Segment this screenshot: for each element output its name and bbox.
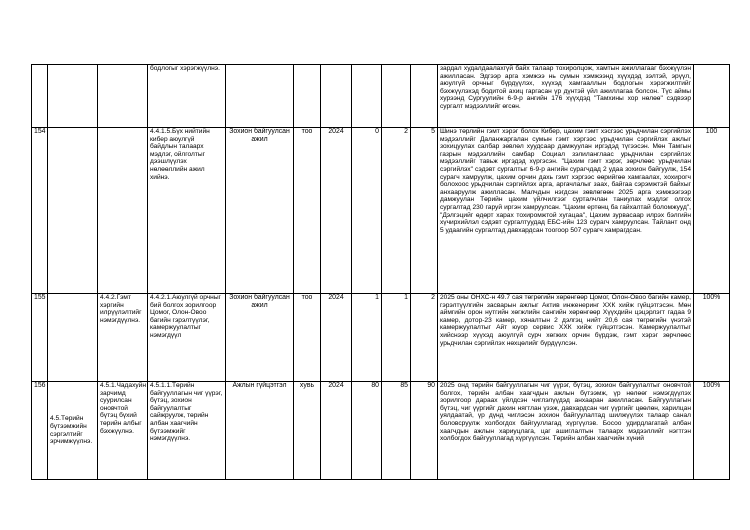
report-text: зардал худалдаалахгүй байх талаар тохиролцож, хамтын ажиллагааг бэхжүүлэн ажилласан. Эдгээр арга хэмжээ нь сумын хэмжээнд хүүхдэд зэлтэй, эрүүл, аюулгүй орчныг бүрдүүлэх, хүүхэд хамгааллын бодлогын хэрэгжилтийг бэхжүүлэхэд бодитой ахиц гаргасан үр дүнтэй үйл ажиллагаа болсон. Түс аймы хурээнд Сургуулийн 6-9-р ангийн 176 хүүхдэд "Тамхины хор нөлөө" сэдвээр сургалт мэдээллийг өгсөн. [438,65,694,128]
score-cell: 100% [694,382,730,480]
action-cell: 4.4.2.1.Аюулгүй орчныг бий болгох зорилгоор Цомог, Олон-Овоо багийн гэрэлтүүлэг, камержуулалтыг нэмэгдүүл [148,294,226,382]
objective-cell [48,128,98,294]
report-text: 2025 оны ОНХС-н 49.7 сая төгрөгийн хөрөнгөөр Цомог, Олон-Овоо багийн камер, гэрэлтүүлгийн засварын ажлыг Актив инженеринг ХХК хийж гүйцэтгэсэн. Мөн аймгийн орон нутгийн хөгжлийн сангийн хөрөнгөөр Хүүхдийн цэцэрлэгт гадаа 9 камер, дотор-23 камер, хяналтын 2 дэлгэц нийт 20,6 сая төгрөгийн үнэтэй камержуулалтыг Айт юуор сервис ХХК хийж гүйцэтгэсэн. Камержуулалтыг хийснээр хүүхэд аюулгүй сурч хөгжих орчин бүрдэж, гэмт хэрэг зөрчлөөс урьдчилан сэргийлэх нөхцөлийг бүрдүүлсэн. [438,294,694,382]
achieved-cell [411,65,438,128]
score-cell: 100 [694,128,730,294]
table-row [32,294,730,382]
row-number: 156 [32,382,48,480]
year-cell: 2024 [321,294,352,382]
baseline-cell [352,65,382,128]
target-cell [382,65,411,128]
baseline-cell: 0 [352,128,382,294]
achieved-cell: 90 [411,382,438,480]
target-cell: 2 [382,128,411,294]
table-row [32,382,730,480]
report-table [31,64,730,480]
measure-cell: Ажлын гүйцэтгэл [226,382,294,480]
goal-cell: 4.4.2.Гэмт хэргийн илрүүлэлтийг нэмэгдүүлнэ. [98,294,148,382]
target-cell: 85 [382,382,411,480]
baseline-cell: 1 [352,294,382,382]
report-text: Шинэ төрлийн гэмт хэрэг болох Кибер, цахим гэмт хэсгээс урьдчилан сэргийлэх мэдээллийг Даланжаргалан сумын гэмт хэргээс урьдчилан сэргийлэх ажлыг зохицуулах салбар зөвлөл хуудсаар дамжуулан иргэдэд түгээсэн. Мөн Тамгын газрын мэдээллийн самбар Социал зэлиланглаас урьдчилан сэргийлэх мэдээллийг тавьж иргэдэд хүргэсэн. "Цахим гэмт хэрэг, зөрчлөөс урьдчилан сэргийлэх" сэдэвт сургалтыг 6-9-р ангийн сурагчдад 2 удаа зохион байгуулж, 154 сурагч хамруулж, цахим орчин дахь гэмт хэргээс өөрийгөө хамгаалах, хохирогч болохоос урьдчилан сэргийлэх арга, аргачлалыг заах, байгаа сэрэмжтэй байхыг анхааруулж ажилласан. Малчдын нэгдсэн зөвлөгөөн 2025 арга хэмжээгээр дамжуулан Төрийн цахим үйлчилгээг сурталчлан таниулах мэдлэг олгох сургалтад 230 гаруй иргэн хамруулсан. "Цахим ертөнц ба гайхалтай боломжууд", "Дэлгэцийг өдөрт харах тохиромжтой хугацаа", Цахим зурвасаар илрэх бэлгийн хүчирхийлэл сэдэвт сургалтуудад ЕБС-ийн 123 сурагч хамруулсан. Тайлант онд 5 удаагийн сургалтад давхардсан тоогоор 507 сурагч хамрагдсан. [438,128,694,294]
objective-cell [48,294,98,382]
unit-cell: тоо [294,294,321,382]
report-text: 2025 онд төрийн байгууллагын чиг үүрэг, бүтэц, зохион байгуулалтыг оновчтой болгох, төрийн албан хаагчдын ажлын бүтээмж, үр нөлөөг нэмэгдүүлэх зорилгоор дараах үйлдсэн чиглэлүүдэд анхааран ажилласан. Байгууллагын бүтэц, чиг үүргийг дахин нягтлан үзэж, давхардсан чиг үүргийг цөөлөн, харилцан уялдаатай, үр дүнд чиглэсэн зохион байгуулалтад шилжүүлэх талаар санал боловсруулж холбогдох байгууллагад хүргүүлэв. Босоо удирдлагатай албан хаагчдын ажлын хариуцлага, цаг ашиглалтын талаарх мэдээллийг нэгтгэн холбогдох байгууллагад хүргүүлсэн. Төрийн албан хаагчийн хүний [438,382,694,480]
row-number [32,65,48,128]
target-cell: 1 [382,294,411,382]
action-cell: 4.4.1.5.Бүх нийтийн кибер аюулгүй байдлын талаарх мэдлэг, ойлголтыг дээшлүүлэх нөлөөллийн ажил хийнэ. [148,128,226,294]
achieved-cell: 2 [411,294,438,382]
row-number: 155 [32,294,48,382]
score-cell: 100% [694,294,730,382]
measure-cell: Зохион байгуулсан ажил [226,294,294,382]
measure-cell [226,65,294,128]
objective-cell: 4.5.Төрийн бүтээмжийн сэргэлтийг эрчимжүүлнэ. [48,382,98,480]
year-cell: 2024 [321,128,352,294]
action-cell: бодлогыг хэрэгжүүлнэ. [148,65,226,128]
unit-cell: тоо [294,128,321,294]
achieved-cell: 5 [411,128,438,294]
year-cell: 2024 [321,382,352,480]
score-cell [694,65,730,128]
unit-cell: хувь [294,382,321,480]
unit-cell [294,65,321,128]
objective-cell [48,65,98,128]
goal-cell [98,65,148,128]
baseline-cell: 80 [352,382,382,480]
goal-cell [98,128,148,294]
row-number: 154 [32,128,48,294]
table-row [32,65,730,128]
goal-cell: 4.5.1.Чадахуйн зарчимд суурилсан оновчтой бүтэц бүхий төрийн албыг бэхжүүлнэ. [98,382,148,480]
measure-cell: Зохион байгуулсан ажил [226,128,294,294]
year-cell [321,65,352,128]
action-cell: 4.5.1.1.Төрийн байгууллагын чиг үүрэг, бүтэц, зохион байгуулалтыг сайжруулж, төрийн албан хаагчийн бүтээмжийг нэмэгдүүлнэ. [148,382,226,480]
table-row [32,128,730,294]
